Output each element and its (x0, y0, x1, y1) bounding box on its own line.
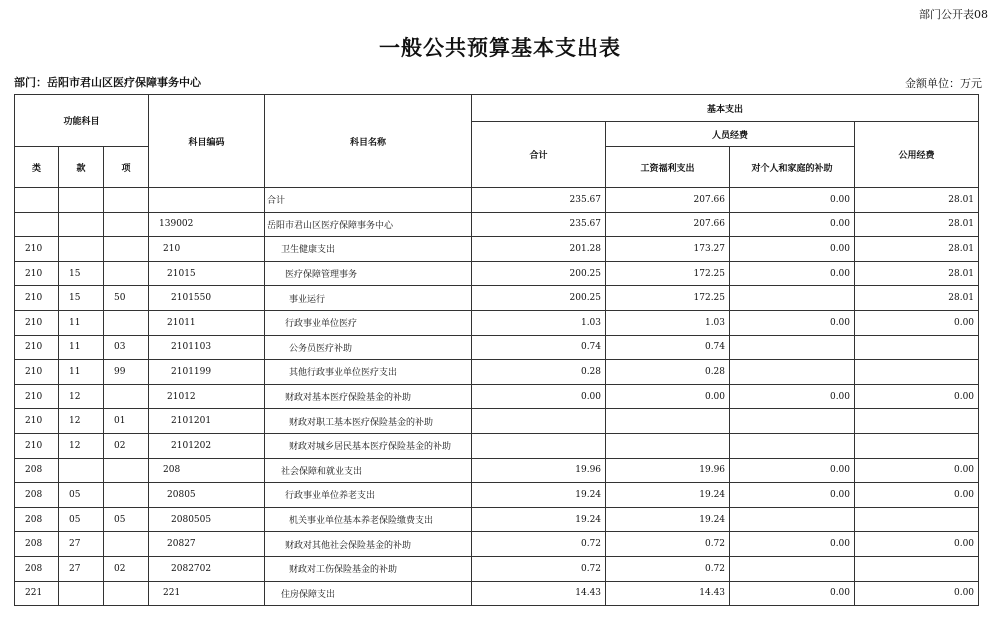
cell-public-expenses: 0.00 (855, 483, 979, 508)
header-xiang: 项 (104, 147, 149, 188)
cell-public-expenses: 28.01 (855, 188, 979, 213)
cell-total: 1.03 (472, 310, 606, 335)
cell-xiang: 50 (104, 286, 149, 311)
cell-kuan: 15 (59, 286, 104, 311)
table-row (15, 532, 979, 557)
cell-total: 19.24 (472, 483, 606, 508)
cell-salary-welfare: 19.24 (606, 483, 730, 508)
cell-xiang (104, 532, 149, 557)
cell-xiang (104, 237, 149, 262)
table-row (15, 360, 979, 385)
cell-public-expenses: 28.01 (855, 261, 979, 286)
cell-public-expenses (855, 556, 979, 581)
cell-subject-code: 21011 (149, 310, 265, 335)
cell-lei: 210 (15, 237, 59, 262)
table-row (15, 286, 979, 311)
cell-subject-name: 行政事业单位医疗 (265, 310, 472, 335)
cell-xiang (104, 384, 149, 409)
cell-subject-code: 139002 (149, 212, 265, 237)
table-number-label: 部门公开表08 (919, 8, 988, 21)
cell-lei: 210 (15, 360, 59, 385)
cell-kuan: 12 (59, 384, 104, 409)
cell-subject-code: 210 (149, 237, 265, 262)
header-basic-expenditure: 基本支出 (472, 95, 979, 122)
cell-public-expenses: 0.00 (855, 384, 979, 409)
header-lei: 类 (15, 147, 59, 188)
cell-lei: 210 (15, 310, 59, 335)
header-kuan: 款 (59, 147, 104, 188)
cell-salary-welfare: 0.00 (606, 384, 730, 409)
cell-total: 0.74 (472, 335, 606, 360)
cell-total (472, 433, 606, 458)
cell-subject-name: 其他行政事业单位医疗支出 (265, 360, 472, 385)
currency-unit-label: 金额单位：万元 (905, 77, 982, 90)
cell-xiang (104, 261, 149, 286)
department-label: 部门：岳阳市君山区医疗保障事务中心 (14, 76, 201, 89)
cell-individual-subsidy (730, 360, 855, 385)
cell-total: 0.72 (472, 556, 606, 581)
cell-subject-name: 社会保障和就业支出 (265, 458, 472, 483)
cell-individual-subsidy: 0.00 (730, 261, 855, 286)
cell-lei: 221 (15, 581, 59, 606)
table-row (15, 237, 979, 262)
cell-subject-name: 财政对其他社会保险基金的补助 (265, 532, 472, 557)
cell-individual-subsidy: 0.00 (730, 384, 855, 409)
cell-lei: 210 (15, 286, 59, 311)
cell-salary-welfare: 207.66 (606, 188, 730, 213)
table-row (15, 212, 979, 237)
cell-kuan: 15 (59, 261, 104, 286)
header-personnel-expenses: 人员经费 (606, 122, 855, 147)
cell-subject-code: 208 (149, 458, 265, 483)
cell-public-expenses: 0.00 (855, 310, 979, 335)
cell-salary-welfare (606, 409, 730, 434)
cell-public-expenses (855, 360, 979, 385)
page-title: 一般公共预算基本支出表 (379, 36, 621, 60)
cell-salary-welfare (606, 433, 730, 458)
cell-subject-name: 财政对基本医疗保险基金的补助 (265, 384, 472, 409)
header-subject-code: 科目编码 (149, 95, 265, 188)
cell-lei: 210 (15, 261, 59, 286)
cell-salary-welfare: 172.25 (606, 286, 730, 311)
cell-lei: 210 (15, 335, 59, 360)
table-row (15, 188, 979, 213)
cell-kuan (59, 458, 104, 483)
cell-subject-code: 221 (149, 581, 265, 606)
table-row (15, 483, 979, 508)
cell-xiang: 99 (104, 360, 149, 385)
cell-subject-code: 2101103 (149, 335, 265, 360)
table-row (15, 581, 979, 606)
cell-total: 201.28 (472, 237, 606, 262)
cell-public-expenses: 28.01 (855, 212, 979, 237)
cell-kuan: 27 (59, 532, 104, 557)
header-total: 合计 (472, 122, 606, 188)
cell-xiang (104, 188, 149, 213)
cell-xiang: 03 (104, 335, 149, 360)
cell-subject-name: 住房保障支出 (265, 581, 472, 606)
cell-subject-name: 机关事业单位基本养老保险缴费支出 (265, 507, 472, 532)
cell-subject-name: 医疗保障管理事务 (265, 261, 472, 286)
cell-subject-name: 岳阳市君山区医疗保障事务中心 (265, 212, 472, 237)
cell-public-expenses: 28.01 (855, 237, 979, 262)
header-public-expenses: 公用经费 (855, 122, 979, 188)
cell-individual-subsidy (730, 409, 855, 434)
cell-salary-welfare: 19.24 (606, 507, 730, 532)
cell-salary-welfare: 0.72 (606, 556, 730, 581)
cell-lei: 210 (15, 433, 59, 458)
cell-total: 235.67 (472, 212, 606, 237)
table-row (15, 310, 979, 335)
cell-salary-welfare: 173.27 (606, 237, 730, 262)
cell-subject-name: 财政对城乡居民基本医疗保险基金的补助 (265, 433, 472, 458)
cell-subject-code: 2080505 (149, 507, 265, 532)
cell-lei: 208 (15, 532, 59, 557)
cell-lei (15, 212, 59, 237)
table-row (15, 507, 979, 532)
cell-public-expenses: 0.00 (855, 532, 979, 557)
cell-xiang (104, 212, 149, 237)
cell-total: 200.25 (472, 286, 606, 311)
cell-kuan (59, 188, 104, 213)
cell-individual-subsidy: 0.00 (730, 532, 855, 557)
cell-subject-code: 20827 (149, 532, 265, 557)
header-subject-name: 科目名称 (265, 95, 472, 188)
cell-xiang: 02 (104, 556, 149, 581)
cell-lei (15, 188, 59, 213)
cell-kuan (59, 237, 104, 262)
cell-lei: 210 (15, 384, 59, 409)
table-row (15, 261, 979, 286)
cell-lei: 210 (15, 409, 59, 434)
cell-subject-name: 卫生健康支出 (265, 237, 472, 262)
cell-individual-subsidy: 0.00 (730, 581, 855, 606)
cell-subject-code: 2101199 (149, 360, 265, 385)
cell-public-expenses: 0.00 (855, 581, 979, 606)
cell-total: 19.24 (472, 507, 606, 532)
cell-public-expenses (855, 409, 979, 434)
cell-salary-welfare: 14.43 (606, 581, 730, 606)
cell-lei: 208 (15, 483, 59, 508)
cell-salary-welfare: 0.74 (606, 335, 730, 360)
table-row (15, 433, 979, 458)
cell-total: 200.25 (472, 261, 606, 286)
table-row (15, 458, 979, 483)
cell-total: 0.72 (472, 532, 606, 557)
cell-salary-welfare: 0.28 (606, 360, 730, 385)
cell-salary-welfare: 207.66 (606, 212, 730, 237)
cell-salary-welfare: 1.03 (606, 310, 730, 335)
cell-total: 235.67 (472, 188, 606, 213)
table-row (15, 384, 979, 409)
cell-individual-subsidy (730, 286, 855, 311)
cell-individual-subsidy (730, 433, 855, 458)
cell-xiang (104, 458, 149, 483)
cell-salary-welfare: 19.96 (606, 458, 730, 483)
table-row (15, 556, 979, 581)
header-salary-welfare: 工资福利支出 (606, 147, 730, 188)
budget-table (14, 94, 979, 606)
cell-subject-code (149, 188, 265, 213)
cell-subject-name: 合计 (265, 188, 472, 213)
cell-subject-name: 财政对职工基本医疗保险基金的补助 (265, 409, 472, 434)
table-body (15, 188, 979, 606)
cell-kuan: 05 (59, 483, 104, 508)
cell-kuan: 05 (59, 507, 104, 532)
cell-lei: 208 (15, 458, 59, 483)
cell-xiang: 01 (104, 409, 149, 434)
header-individual-subsidy: 对个人和家庭的补助 (730, 147, 855, 188)
cell-xiang: 02 (104, 433, 149, 458)
cell-kuan: 12 (59, 433, 104, 458)
header-function-subject: 功能科目 (15, 95, 149, 147)
table-row (15, 409, 979, 434)
cell-subject-name: 财政对工伤保险基金的补助 (265, 556, 472, 581)
cell-public-expenses: 28.01 (855, 286, 979, 311)
cell-salary-welfare: 172.25 (606, 261, 730, 286)
cell-xiang (104, 581, 149, 606)
cell-public-expenses (855, 335, 979, 360)
cell-xiang: 05 (104, 507, 149, 532)
cell-kuan (59, 581, 104, 606)
table-row (15, 335, 979, 360)
cell-subject-code: 2101550 (149, 286, 265, 311)
cell-total (472, 409, 606, 434)
cell-total: 14.43 (472, 581, 606, 606)
cell-total: 0.28 (472, 360, 606, 385)
cell-individual-subsidy (730, 335, 855, 360)
cell-lei: 208 (15, 556, 59, 581)
cell-public-expenses: 0.00 (855, 458, 979, 483)
cell-individual-subsidy: 0.00 (730, 188, 855, 213)
cell-subject-name: 公务员医疗补助 (265, 335, 472, 360)
cell-subject-code: 21012 (149, 384, 265, 409)
cell-subject-code: 20805 (149, 483, 265, 508)
cell-subject-code: 2082702 (149, 556, 265, 581)
cell-kuan (59, 212, 104, 237)
cell-individual-subsidy: 0.00 (730, 237, 855, 262)
cell-kuan: 11 (59, 310, 104, 335)
cell-subject-code: 21015 (149, 261, 265, 286)
cell-public-expenses (855, 433, 979, 458)
cell-subject-name: 事业运行 (265, 286, 472, 311)
cell-lei: 208 (15, 507, 59, 532)
cell-subject-code: 2101201 (149, 409, 265, 434)
cell-xiang (104, 483, 149, 508)
cell-kuan: 27 (59, 556, 104, 581)
cell-kuan: 11 (59, 360, 104, 385)
cell-individual-subsidy (730, 556, 855, 581)
cell-total: 0.00 (472, 384, 606, 409)
cell-individual-subsidy: 0.00 (730, 310, 855, 335)
cell-total: 19.96 (472, 458, 606, 483)
cell-public-expenses (855, 507, 979, 532)
cell-individual-subsidy (730, 507, 855, 532)
cell-subject-name: 行政事业单位养老支出 (265, 483, 472, 508)
cell-salary-welfare: 0.72 (606, 532, 730, 557)
cell-individual-subsidy: 0.00 (730, 483, 855, 508)
cell-subject-code: 2101202 (149, 433, 265, 458)
cell-kuan: 11 (59, 335, 104, 360)
cell-xiang (104, 310, 149, 335)
cell-kuan: 12 (59, 409, 104, 434)
cell-individual-subsidy: 0.00 (730, 212, 855, 237)
cell-individual-subsidy: 0.00 (730, 458, 855, 483)
